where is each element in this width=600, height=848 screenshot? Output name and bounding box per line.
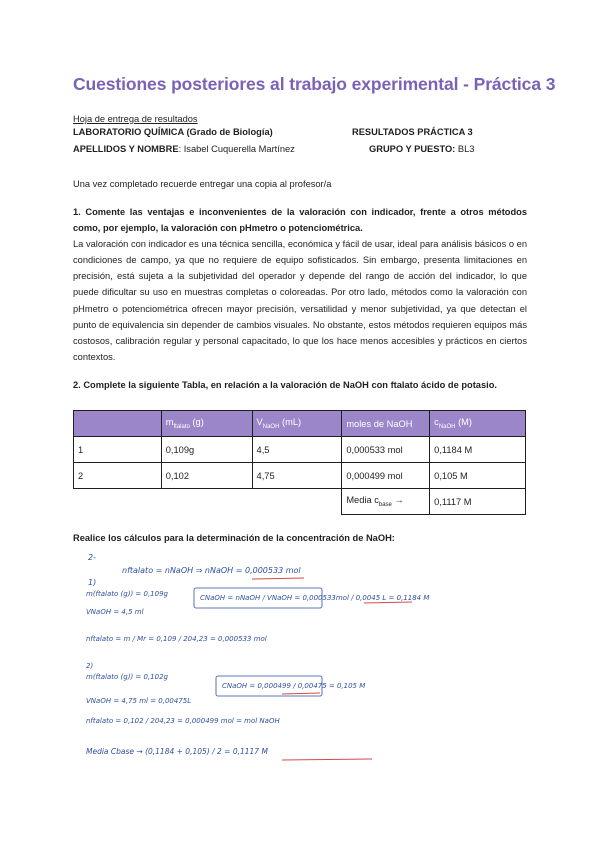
table-row	[74, 463, 526, 489]
hw-line: m(ftalato (g)) = 0,109g	[86, 590, 168, 598]
empty-cell	[74, 489, 162, 515]
table-cell: 0,000499 mol	[342, 463, 430, 489]
hw-line: 2-	[88, 553, 96, 562]
name-value: : Isabel Cuquerella Martínez	[178, 144, 295, 154]
summary-label-cell: Media $c_{base}$ →	[342, 489, 430, 515]
hw-line: nftalato = 0,102 / 204,23 = 0,000499 mol = mol NaOH	[86, 717, 280, 725]
hw-line: nftalato = m / Mr = 0,109 / 204,23 = 0,000533 mol	[86, 635, 267, 643]
answer-1: La valoración con indicador es una técnica sencilla, económica y fácil de usar, ideal para análisis básicos o en condiciones de campo, ya que no requiere de equipo sofisticados. Sin embargo, presenta limitaciones en precisión, está sujeta a la subjetividad del operador y depende del rango de acción del indicador, lo que puede dificultar su uso en muestras completas o coloreadas. Por otro lado, métodos como la valoración con pHmetro o potenciométrica ofrecen mayor precisión, versatilidad y menor subjetividad, ya que detectan el punto de equivalencia sin depender de cambios visuales. No obstante, estos métodos requieren equipos más costosos, calibración regular y personal capacitado, lo que los hace menos accesibles y prácticos en ciertos contextos.	[73, 239, 527, 362]
group-value: BL3	[455, 144, 475, 154]
group-label: GRUPO Y PUESTO:	[369, 144, 456, 154]
results-label: RESULTADOS PRÁCTICA 3	[352, 127, 473, 137]
results-table	[73, 410, 526, 515]
question-2: 2. Complete la siguiente Tabla, en relación a la valoración de NaOH con ftalato ácido de potasio.	[73, 380, 497, 390]
hw-line: CNaOH = 0,000499 / 0,00475 = 0,105 M	[222, 682, 366, 690]
handwritten-calculations	[82, 548, 442, 773]
header-cell: $c_{NaOH}$ (M)	[430, 411, 526, 437]
hw-line: Media Cbase → (0,1184 + 0,105) / 2 = 0,1117 M	[86, 747, 268, 756]
hw-line: 1)	[88, 578, 97, 587]
table-summary-row	[74, 489, 526, 515]
question-1-block	[73, 204, 527, 365]
hw-line: nftalato = nNaOH ⇒ nNaOH = 0,000533 mol	[122, 566, 301, 575]
hw-line: VNaOH = 4,5 ml	[86, 608, 144, 616]
table-cell: 2	[74, 463, 162, 489]
header-cell: $V_{NaOH}$ (mL)	[252, 411, 342, 437]
table-cell: 0,000533 mol	[342, 437, 430, 463]
hw-line: m(ftalato (g)) = 0,102g	[86, 673, 168, 681]
page-title: Cuestiones posteriores al trabajo experimental - Práctica 3	[73, 74, 556, 94]
handwriting-canvas	[82, 548, 442, 773]
table-cell: 0,105 M	[430, 463, 526, 489]
table-cell: 4,75	[252, 463, 342, 489]
empty-cell	[161, 489, 252, 515]
table-cell: 0,1184 M	[430, 437, 526, 463]
header-cell: $m_{ftalato}$ (g)	[161, 411, 252, 437]
empty-cell	[252, 489, 342, 515]
reminder-text: Una vez completado recuerde entregar una copia al profesor/a	[73, 179, 332, 189]
student-name	[73, 143, 295, 155]
summary-value-cell: 0,1117 M	[430, 489, 526, 515]
calculations-title: Realice los cálculos para la determinación de la concentración de NaOH:	[73, 533, 395, 543]
hw-line: 2)	[86, 662, 94, 670]
table-cell: 0,109g	[161, 437, 252, 463]
hw-line: VNaOH = 4,75 ml = 0,00475L	[86, 697, 192, 705]
name-label: APELLIDOS Y NOMBRE	[73, 144, 179, 154]
header-cell: moles de NaOH	[342, 411, 430, 437]
sheet-label: Hoja de entrega de resultados	[73, 114, 198, 124]
table-cell: 1	[74, 437, 162, 463]
question-1: 1. Comente las ventajas e inconvenientes de la valoración con indicador, frente a otros métodos como, por ejemplo, la valoración con pHmetro o potenciométrica.	[73, 207, 527, 234]
group-info	[369, 143, 474, 155]
header-cell	[74, 411, 162, 437]
lab-label: LABORATORIO QUÍMICA (Grado de Biología)	[73, 127, 273, 137]
table-cell: 4,5	[252, 437, 342, 463]
hw-underline	[282, 693, 320, 694]
hw-underline	[364, 602, 412, 603]
table-row	[74, 437, 526, 463]
table-header-row	[74, 411, 526, 437]
hw-underline	[282, 759, 372, 760]
hw-line: CNaOH = nNaOH / VNaOH = 0,000533mol / 0,0045 L = 0,1184 M	[200, 594, 430, 602]
hw-underline	[252, 578, 304, 579]
table-cell: 0,102	[161, 463, 252, 489]
